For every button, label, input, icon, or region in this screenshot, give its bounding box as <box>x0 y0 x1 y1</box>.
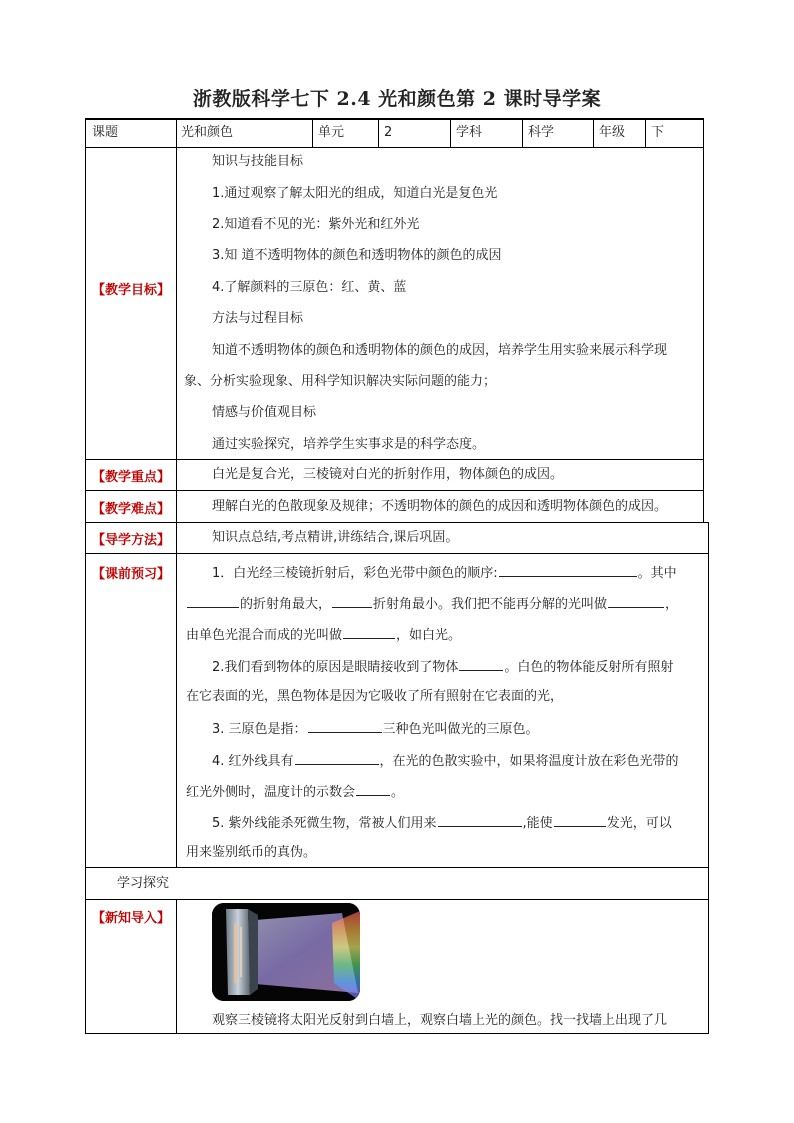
page-title: 浙教版科学七下 2.4 光和颜色第 2 课时导学案 <box>192 88 602 110</box>
blank-primary-colors[interactable] <box>308 719 382 733</box>
preview-text: 由单色光混合而成的光叫做 <box>186 628 343 643</box>
preview-label: 【课前预习】 <box>91 567 170 582</box>
blank-infrared-property[interactable] <box>295 751 379 765</box>
grade-label: 年级 <box>599 125 626 140</box>
explore-label: 学习探究 <box>117 876 170 891</box>
preview-q5-line2: 用来鉴别纸币的真伪。 <box>186 845 317 860</box>
objective-line: 1.通过观察了解太阳光的组成，知道白光是复色光 <box>212 186 498 201</box>
objectives-label: 【教学目标】 <box>91 283 170 298</box>
preview-text: 发光，可以 <box>606 816 672 831</box>
unit-value: 2 <box>384 125 393 140</box>
unit-label: 单元 <box>318 125 345 140</box>
preview-q2-line1 <box>212 657 673 677</box>
subject-label: 学科 <box>456 125 483 140</box>
preview-q2-line2: 在它表面的光，黑色物体是因为它吸收了所有照射在它表面的光， <box>186 689 564 704</box>
preview-text: 的折射角最大， <box>240 597 332 612</box>
preview-q5-line1 <box>212 813 672 833</box>
key-points-text: 白光是复合光，三棱镜对白光的折射作用，物体颜色的成因。 <box>212 467 564 482</box>
objective-line: 情感与价值观目标 <box>212 405 317 420</box>
objective-line: 知道不透明物体的颜色和透明物体的颜色的成因，培养学生用实验来展示科学现 <box>212 343 668 358</box>
preview-text: 5. 紫外线能杀死微生物，常被人们用来 <box>212 816 437 831</box>
blank-thermometer[interactable] <box>356 782 390 796</box>
objective-line: 方法与过程目标 <box>212 311 304 326</box>
preview-q1-line2 <box>186 594 678 614</box>
objective-line: 知识与技能目标 <box>212 154 304 169</box>
difficulties-label: 【教学难点】 <box>91 502 170 517</box>
objective-line: 4.了解颜料的三原色：红、黄、蓝 <box>212 280 407 295</box>
topic-label: 课题 <box>92 125 119 140</box>
preview-text: ,能使 <box>522 816 553 831</box>
blank-color-order[interactable] <box>499 563 637 577</box>
subject-value: 科学 <box>528 125 555 140</box>
intro-label: 【新知导入】 <box>91 911 170 926</box>
blank-fluorescent[interactable] <box>554 813 606 827</box>
objective-line: 象、分析实验现象、用科学知识解决实际问题的能力； <box>184 374 497 389</box>
preview-text: 红光外侧时，温度计的示数会 <box>186 785 356 800</box>
methods-text: 知识点总结,考点精讲,讲练结合,课后巩固。 <box>212 530 459 545</box>
preview-text: 。其中 <box>637 566 677 581</box>
preview-text: 4. 红外线具有 <box>212 754 294 769</box>
preview-q3 <box>212 719 539 739</box>
preview-q4-line1 <box>212 751 679 771</box>
objective-line: 通过实验探究，培养学生实事求是的科学态度。 <box>212 437 486 452</box>
blank-composite-light[interactable] <box>343 625 395 639</box>
difficulties-text: 理解白光的色散现象及规律；不透明物体的颜色的成因和透明物体颜色的成因。 <box>212 499 668 514</box>
key-points-label: 【教学重点】 <box>91 470 170 485</box>
preview-text: 1．白光经三棱镜折射后，彩色光带中颜色的顺序: <box>212 566 498 581</box>
objective-line: 2.知道看不见的光：紫外光和红外光 <box>212 217 420 232</box>
preview-text: 。 <box>391 785 405 800</box>
preview-text: 2.我们看到物体的原因是眼睛接收到了物体 <box>212 660 459 675</box>
blank-uv-use[interactable] <box>438 813 522 827</box>
preview-q1-line3 <box>186 625 461 645</box>
blank-min-refraction[interactable] <box>332 594 372 608</box>
methods-label: 【导学方法】 <box>91 533 170 548</box>
blank-max-refraction[interactable] <box>187 594 239 608</box>
preview-text: 三种色光叫做光的三原色。 <box>382 722 539 737</box>
blank-monochromatic[interactable] <box>608 594 664 608</box>
grade-value: 下 <box>651 125 665 140</box>
topic-value: 光和颜色 <box>181 125 234 140</box>
preview-text: 3. 三原色是指： <box>212 722 307 737</box>
preview-q4-line2 <box>186 782 404 802</box>
preview-q1-line1 <box>212 563 677 583</box>
prism-dispersion-image <box>212 903 360 1001</box>
preview-text: 。白色的物体能反射所有照射 <box>504 660 674 675</box>
objective-line: 3.知 道不透明物体的颜色和透明物体的颜色的成因 <box>212 248 502 263</box>
preview-text: 折射角最小。我们把不能再分解的光叫做 <box>373 597 608 612</box>
intro-text: 观察三棱镜将太阳光反射到白墙上，观察白墙上光的颜色。找一找墙上出现了几 <box>212 1013 668 1028</box>
blank-object-light[interactable] <box>459 657 503 671</box>
preview-text: ，在光的色散实验中，如果将温度计放在彩色光带的 <box>379 754 679 769</box>
preview-text: ， <box>665 597 679 612</box>
preview-text: ，如白光。 <box>396 628 462 643</box>
